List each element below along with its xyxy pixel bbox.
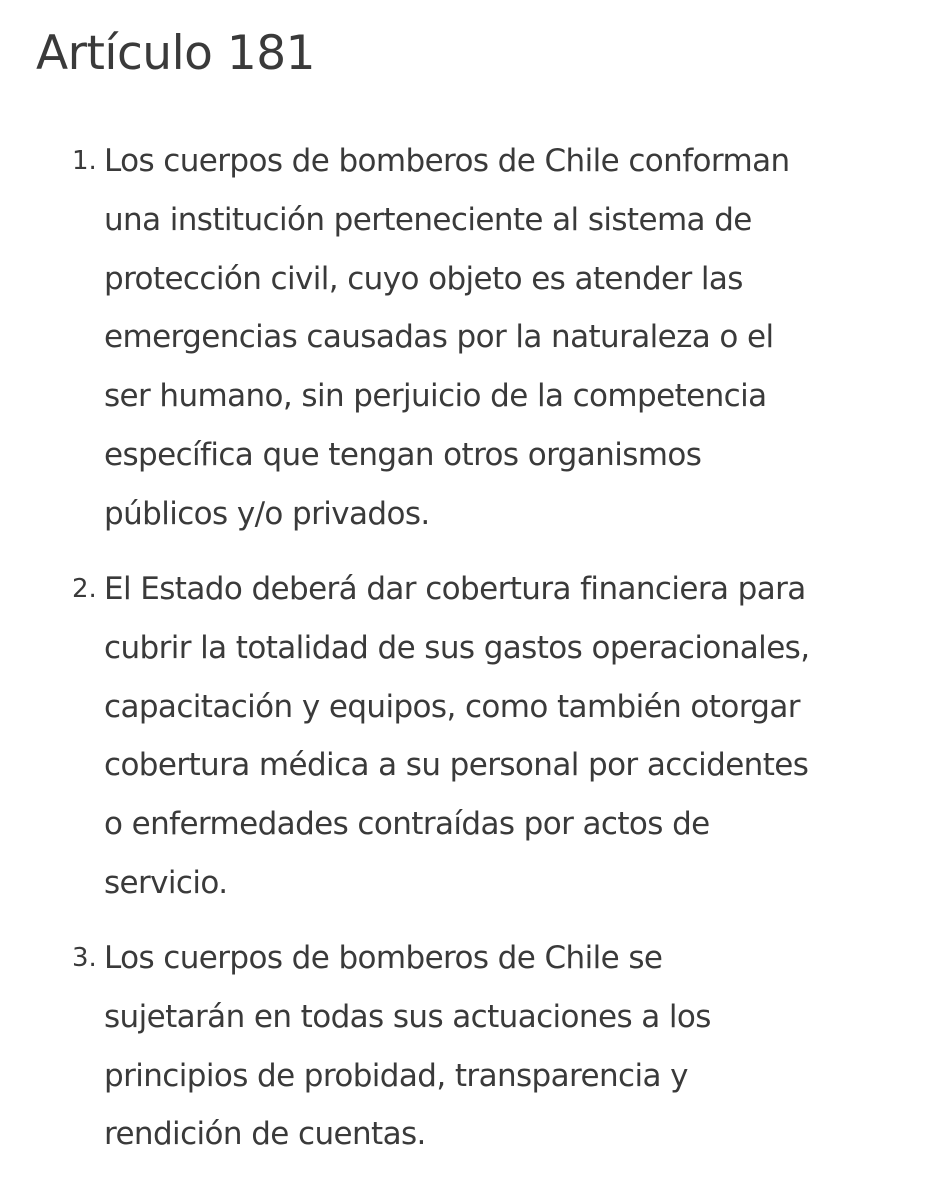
clause-text-line: rendición de cuentas. bbox=[104, 1116, 426, 1153]
clause-text-line: cubrir la totalidad de sus gastos operacionales, bbox=[104, 629, 810, 666]
clause-item bbox=[72, 560, 904, 913]
clause-text-line: principios de probidad, transparencia y bbox=[104, 1057, 688, 1094]
article-title: Artículo 181 bbox=[36, 26, 316, 81]
clause-item bbox=[72, 929, 904, 1164]
clause-text-line: cobertura médica a su personal por accidentes bbox=[104, 747, 809, 784]
clause-text-line: sujetarán en todas sus actuaciones a los bbox=[104, 998, 711, 1035]
clause-text-line: o enfermedades contraídas por actos de bbox=[104, 806, 710, 843]
clause-text-line: protección civil, cuyo objeto es atender las bbox=[104, 260, 743, 297]
clause-item bbox=[72, 132, 904, 544]
clause-text-line: servicio. bbox=[104, 864, 228, 901]
clause-text-line: emergencias causadas por la naturaleza o el bbox=[104, 319, 774, 356]
clause-number: 2. bbox=[72, 574, 97, 604]
clause-text-line: una institución perteneciente al sistema de bbox=[104, 201, 752, 238]
clause-text-line: Los cuerpos de bomberos de Chile se bbox=[104, 940, 663, 976]
clause-text-line: El Estado deberá dar cobertura financiera para bbox=[104, 571, 806, 607]
clause-text-line: ser humano, sin perjuicio de la competencia bbox=[104, 378, 767, 415]
clause-text-line: específica que tengan otros organismos bbox=[104, 436, 702, 473]
clause-number: 1. bbox=[72, 146, 97, 176]
clause-number: 3. bbox=[72, 943, 97, 973]
clause-text-line: capacitación y equipos, como también otorgar bbox=[104, 688, 800, 725]
clause-text-line: Los cuerpos de bomberos de Chile conforman bbox=[104, 143, 790, 179]
clause-text-line: públicos y/o privados. bbox=[104, 495, 430, 532]
